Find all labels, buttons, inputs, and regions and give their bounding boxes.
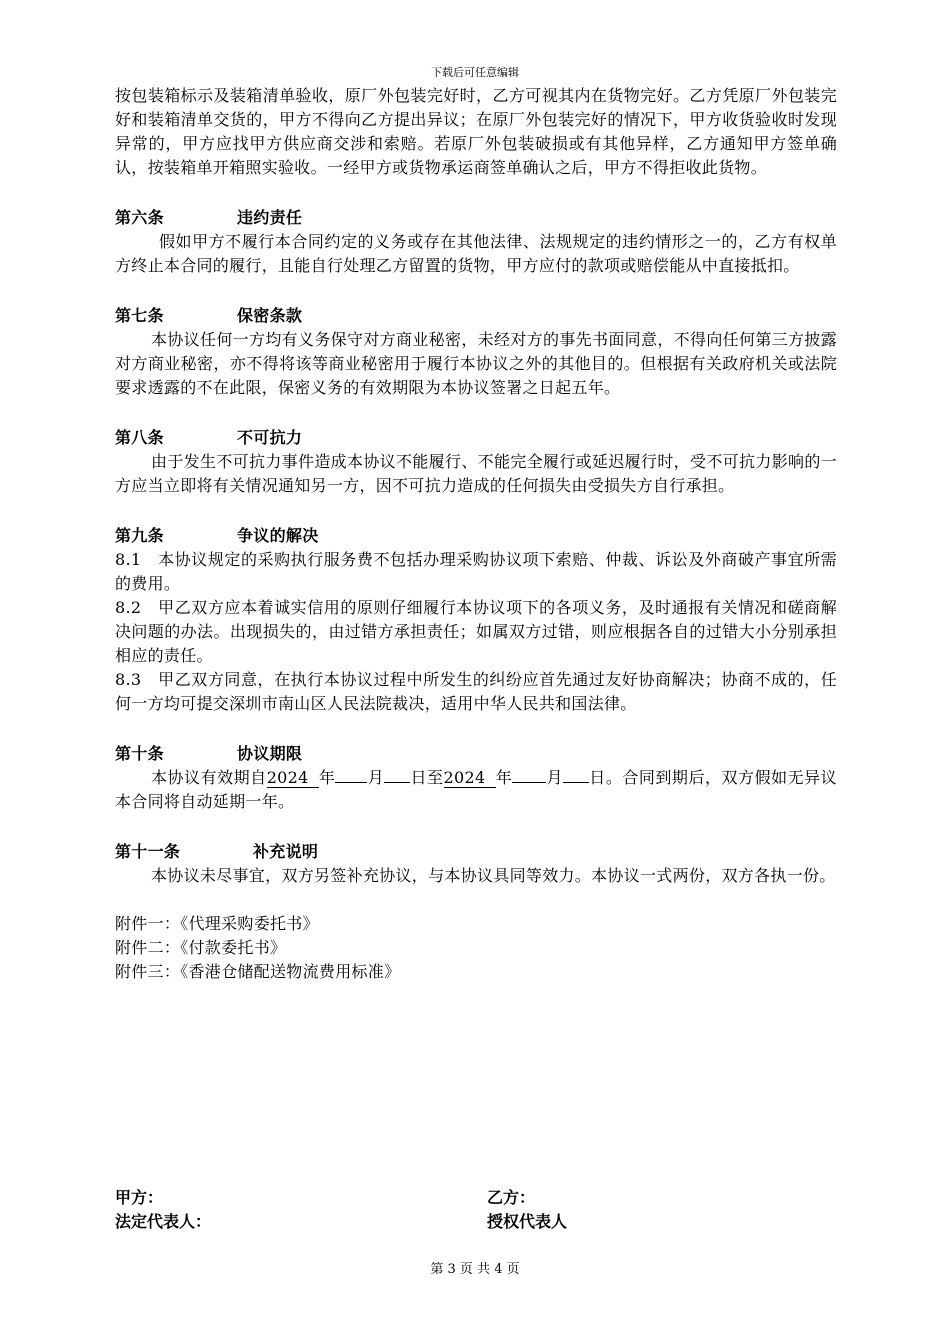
clause-8-1: 8.1 本协议规定的采购执行服务费不包括办理采购协议项下索赔、仲裁、诉讼及外商破产事宜所需的费用。	[115, 550, 837, 593]
clause-8-2: 8.2 甲乙双方应本着诚实信用的原则仔细履行本协议项下的各项义务，及时通报有关情况和磋商解决问题的办法。出现损失的，由过错方承担责任；如属双方过错，则应根据各自的过错大小分别承担相应的责任。	[115, 598, 837, 665]
term-text: 本协议有效期自	[151, 768, 267, 787]
term-text: 月	[367, 768, 385, 787]
attachment-item: 附件一：《代理采购委托书》	[115, 914, 319, 933]
page-header-note: 下载后可任意编辑	[431, 66, 519, 79]
start-year-blank: 2024	[267, 769, 319, 788]
attachment-item: 附件二：《付款委托书》	[115, 938, 287, 957]
signature-block	[115, 1186, 837, 1234]
end-year-blank: 2024	[444, 769, 496, 788]
section-7-heading	[115, 304, 837, 328]
section-9-heading	[115, 524, 837, 548]
document-body	[115, 84, 837, 984]
term-text: 年	[495, 768, 513, 787]
section-8-heading	[115, 426, 837, 450]
section-number: 第七条	[115, 306, 164, 325]
party-b-label: 乙方：	[487, 1188, 536, 1207]
start-day-blank	[384, 782, 410, 783]
section-number: 第九条	[115, 526, 164, 545]
section-number: 第十条	[115, 744, 164, 763]
term-text: 日。合同到期后，双方假如无异议本合同将自动延期一年。	[115, 768, 837, 811]
section-7-body: 本协议任何一方均有义务保守对方商业秘密，未经对方的事先书面同意，不得向任何第三方披露对方商业秘密，亦不得将该等商业秘密用于履行本协议之外的其他目的。但根据有关政府机关或法院要求透露的不在此限，保密义务的有效期限为本协议签署之日起五年。	[115, 330, 837, 397]
term-text: 月	[546, 768, 564, 787]
party-b-rep-label: 授权代表人	[487, 1212, 568, 1231]
section-number: 第十一条	[115, 842, 181, 861]
section-10-heading	[115, 742, 837, 766]
start-month-blank	[335, 782, 367, 783]
section-title: 补充说明	[253, 842, 319, 861]
section-8-body: 由于发生不可抗力事件造成本协议不能履行、不能完全履行或延迟履行时，受不可抗力影响的一方应当立即将有关情况通知另一方，因不可抗力造成的任何损失由受损失方自行承担。	[115, 452, 837, 495]
section-6-heading	[115, 206, 837, 230]
section-number: 第六条	[115, 208, 164, 227]
section-11-heading	[115, 840, 837, 864]
end-day-blank	[563, 782, 589, 783]
section-title: 争议的解决	[237, 526, 319, 545]
section-title: 不可抗力	[237, 428, 303, 447]
party-a-rep-label: 法定代表人：	[115, 1212, 212, 1231]
term-text: 日至	[410, 768, 444, 787]
section-title: 违约责任	[237, 208, 303, 227]
term-text: 年	[318, 768, 336, 787]
section-title: 协议期限	[237, 744, 303, 763]
page-number: 第 3 页 共 4 页	[430, 1262, 520, 1277]
signature-row	[115, 1186, 837, 1210]
section-11-body: 本协议未尽事宜，双方另签补充协议，与本协议具同等效力。本协议一式两份，双方各执一份。	[151, 866, 836, 885]
section-6-body: 假如甲方不履行本合同约定的义务或存在其他法律、法规规定的违约情形之一的，乙方有权单方终止本合同的履行，且能自行处理乙方留置的货物，甲方应付的款项或赔偿能从中直接抵扣。	[115, 232, 837, 275]
intro-paragraph: 按包装箱标示及装箱清单验收，原厂外包装完好时，乙方可视其内在货物完好。乙方凭原厂外包装完好和装箱清单交货的，甲方不得向乙方提出异议；在原厂外包装完好的情况下，甲方收货验收时发现异常的，甲方应找甲方供应商交涉和索赔。若原厂外包装破损或有其他异样，乙方通知甲方签单确认，按装箱单开箱照实验收。一经甲方或货物承运商签单确认之后，甲方不得拒收此货物。	[115, 86, 837, 177]
party-a-label: 甲方：	[115, 1188, 164, 1207]
section-title: 保密条款	[237, 306, 303, 325]
end-month-blank	[512, 782, 546, 783]
signature-row	[115, 1210, 837, 1234]
attachments-list	[115, 912, 837, 984]
attachment-item: 附件三：《香港仓储配送物流费用标准》	[115, 962, 401, 981]
section-number: 第八条	[115, 428, 164, 447]
clause-8-3: 8.3 甲乙双方同意，在执行本协议过程中所发生的纠纷应首先通过友好协商解决；协商不成的，任何一方均可提交深圳市南山区人民法院裁决，适用中华人民共和国法律。	[115, 670, 837, 713]
section-10-body	[115, 766, 837, 814]
